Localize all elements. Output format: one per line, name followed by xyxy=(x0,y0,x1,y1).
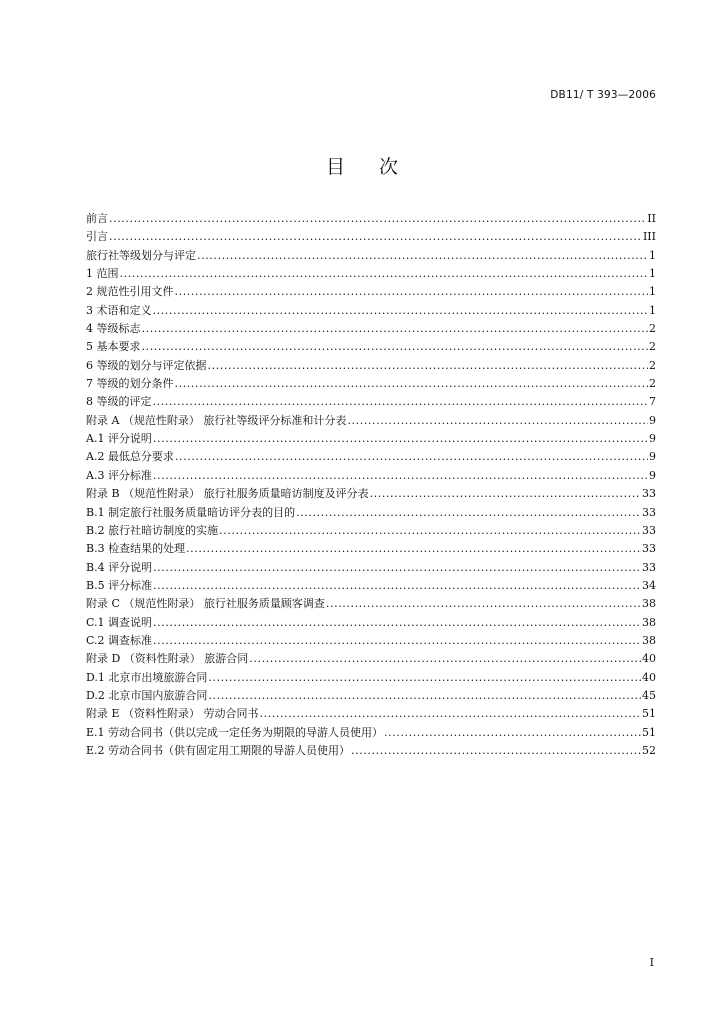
toc-dot-leader xyxy=(142,338,649,356)
toc-entry[interactable] xyxy=(86,650,656,668)
toc-entry-page: II xyxy=(647,212,656,225)
toc-entry-page: 38 xyxy=(642,633,656,647)
toc-entry[interactable] xyxy=(86,485,656,503)
toc-entry-page: 51 xyxy=(642,707,656,721)
toc-dot-leader xyxy=(351,742,641,760)
toc-dot-leader xyxy=(153,467,648,485)
toc-entry-label: 2 规范性引用文件 xyxy=(86,285,174,299)
toc-dot-leader xyxy=(384,724,641,742)
toc-entry-page: III xyxy=(642,230,656,244)
toc-entry[interactable] xyxy=(86,448,656,466)
toc-dot-leader xyxy=(175,283,649,301)
toc-dot-leader xyxy=(347,412,648,430)
toc-entry[interactable] xyxy=(86,228,656,246)
toc-entry-page: 9 xyxy=(649,413,656,427)
toc-entry-page: 33 xyxy=(642,487,656,501)
toc-entry[interactable] xyxy=(86,742,656,760)
toc-entry-page: 2 xyxy=(649,322,656,336)
toc-entry-label: E.1 劳动合同书（供以完成一定任务为期限的导游人员使用） xyxy=(86,725,384,739)
toc-entry-label: 附录 A （规范性附录） 旅行社等级评分标准和计分表 xyxy=(86,413,347,427)
toc-dot-leader xyxy=(153,302,649,320)
toc-entry-label: 5 基本要求 xyxy=(86,340,141,354)
toc-entry-label: 附录 C （规范性附录） 旅行社服务质量顾客调查 xyxy=(86,597,325,611)
toc-entry[interactable] xyxy=(86,504,656,522)
toc-dot-leader xyxy=(208,357,649,375)
toc-entry-page: 9 xyxy=(649,468,656,482)
toc-dot-leader xyxy=(109,210,646,228)
toc-entry-label: C.2 调查标准 xyxy=(86,633,153,647)
toc-entry[interactable] xyxy=(86,320,656,338)
toc-dot-leader xyxy=(219,522,641,540)
toc-entry[interactable] xyxy=(86,559,656,577)
toc-dot-leader xyxy=(208,669,641,687)
toc-entry-page: 2 xyxy=(649,358,656,372)
page-number: I xyxy=(649,956,654,969)
toc-entry-label: 6 等级的划分与评定依据 xyxy=(86,358,207,372)
toc-entry-page: 1 xyxy=(649,285,656,299)
toc-dot-leader xyxy=(153,559,641,577)
toc-entry-page: 52 xyxy=(642,743,656,757)
toc-entry[interactable] xyxy=(86,724,656,742)
toc-entry-label: E.2 劳动合同书（供有固定用工期限的导游人员使用） xyxy=(86,743,351,757)
toc-dot-leader xyxy=(186,540,641,558)
toc-entry-label: 1 范围 xyxy=(86,267,119,281)
toc-entry-label: A.3 评分标准 xyxy=(86,468,152,482)
toc-entry-label: D.2 北京市国内旅游合同 xyxy=(86,688,208,702)
toc-entry[interactable] xyxy=(86,357,656,375)
toc-entry[interactable] xyxy=(86,247,656,265)
toc-entry-page: 40 xyxy=(642,652,656,666)
toc-dot-leader xyxy=(142,320,649,338)
toc-entry-label: B.4 评分说明 xyxy=(86,560,153,574)
toc-entry-label: A.2 最低总分要求 xyxy=(86,450,174,464)
document-code: DB11/ T 393—2006 xyxy=(550,89,656,101)
toc-entry[interactable] xyxy=(86,393,656,411)
toc-entry[interactable] xyxy=(86,338,656,356)
toc-dot-leader xyxy=(153,632,641,650)
toc-entry-page: 38 xyxy=(642,597,656,611)
toc-entry-page: 1 xyxy=(649,303,656,317)
table-of-contents xyxy=(86,210,656,760)
toc-dot-leader xyxy=(260,705,641,723)
toc-dot-leader xyxy=(153,430,648,448)
toc-entry-page: 7 xyxy=(649,395,656,409)
toc-dot-leader xyxy=(326,595,641,613)
toc-entry-label: D.1 北京市出境旅游合同 xyxy=(86,670,208,684)
toc-dot-leader xyxy=(197,247,648,265)
toc-dot-leader xyxy=(175,448,648,466)
toc-dot-leader xyxy=(153,577,641,595)
toc-entry[interactable] xyxy=(86,467,656,485)
toc-entry-label: B.5 评分标准 xyxy=(86,578,153,592)
toc-entry-page: 9 xyxy=(649,432,656,446)
toc-entry-label: B.1 制定旅行社服务质量暗访评分表的目的 xyxy=(86,505,296,519)
toc-entry-page: 33 xyxy=(642,523,656,537)
toc-entry[interactable] xyxy=(86,595,656,613)
toc-entry-page: 40 xyxy=(642,670,656,684)
toc-entry-page: 9 xyxy=(649,450,656,464)
toc-dot-leader xyxy=(153,614,641,632)
toc-dot-leader xyxy=(153,393,649,411)
toc-entry-label: 前言 xyxy=(86,212,108,225)
toc-entry-page: 38 xyxy=(642,615,656,629)
toc-entry-page: 34 xyxy=(642,578,656,592)
toc-entry[interactable] xyxy=(86,210,656,228)
toc-entry-label: 8 等级的评定 xyxy=(86,395,152,409)
toc-entry[interactable] xyxy=(86,412,656,430)
toc-entry-page: 33 xyxy=(642,560,656,574)
toc-dot-leader xyxy=(370,485,641,503)
toc-entry-label: 4 等级标志 xyxy=(86,322,141,336)
toc-entry[interactable] xyxy=(86,614,656,632)
toc-entry[interactable] xyxy=(86,430,656,448)
toc-dot-leader xyxy=(249,650,641,668)
toc-entry[interactable] xyxy=(86,540,656,558)
toc-entry-page: 2 xyxy=(649,377,656,391)
toc-entry-label: C.1 调查说明 xyxy=(86,615,153,629)
toc-entry[interactable] xyxy=(86,705,656,723)
toc-entry[interactable] xyxy=(86,283,656,301)
toc-entry-page: 1 xyxy=(649,267,656,281)
toc-entry-label: 引言 xyxy=(86,230,108,244)
toc-entry[interactable] xyxy=(86,522,656,540)
toc-entry-page: 45 xyxy=(642,688,656,702)
toc-dot-leader xyxy=(296,504,641,522)
toc-entry-page: 33 xyxy=(642,505,656,519)
toc-entry-page: 51 xyxy=(642,725,656,739)
toc-entry[interactable] xyxy=(86,302,656,320)
toc-dot-leader xyxy=(175,375,649,393)
toc-entry[interactable] xyxy=(86,632,656,650)
toc-dot-leader xyxy=(208,687,641,705)
toc-entry-page: 2 xyxy=(649,340,656,354)
toc-dot-leader xyxy=(120,265,649,283)
toc-entry-label: A.1 评分说明 xyxy=(86,432,152,446)
toc-entry-label: 7 等级的划分条件 xyxy=(86,377,174,391)
toc-entry-label: 附录 E （资料性附录） 劳动合同书 xyxy=(86,707,259,721)
toc-entry[interactable] xyxy=(86,577,656,595)
toc-entry-page: 1 xyxy=(649,248,656,262)
toc-entry-label: B.2 旅行社暗访制度的实施 xyxy=(86,523,219,537)
toc-entry-label: 附录 B （规范性附录） 旅行社服务质量暗访制度及评分表 xyxy=(86,487,369,501)
toc-entry[interactable] xyxy=(86,265,656,283)
page-title: 目次 xyxy=(325,156,432,178)
toc-entry[interactable] xyxy=(86,687,656,705)
toc-entry-label: 附录 D （资料性附录） 旅游合同 xyxy=(86,652,249,666)
toc-entry-page: 33 xyxy=(642,542,656,556)
toc-entry-label: 3 术语和定义 xyxy=(86,303,152,317)
toc-dot-leader xyxy=(109,228,642,246)
toc-entry-label: 旅行社等级划分与评定 xyxy=(86,248,196,262)
toc-entry-label: B.3 检查结果的处理 xyxy=(86,542,186,556)
toc-entry[interactable] xyxy=(86,375,656,393)
toc-entry[interactable] xyxy=(86,669,656,687)
